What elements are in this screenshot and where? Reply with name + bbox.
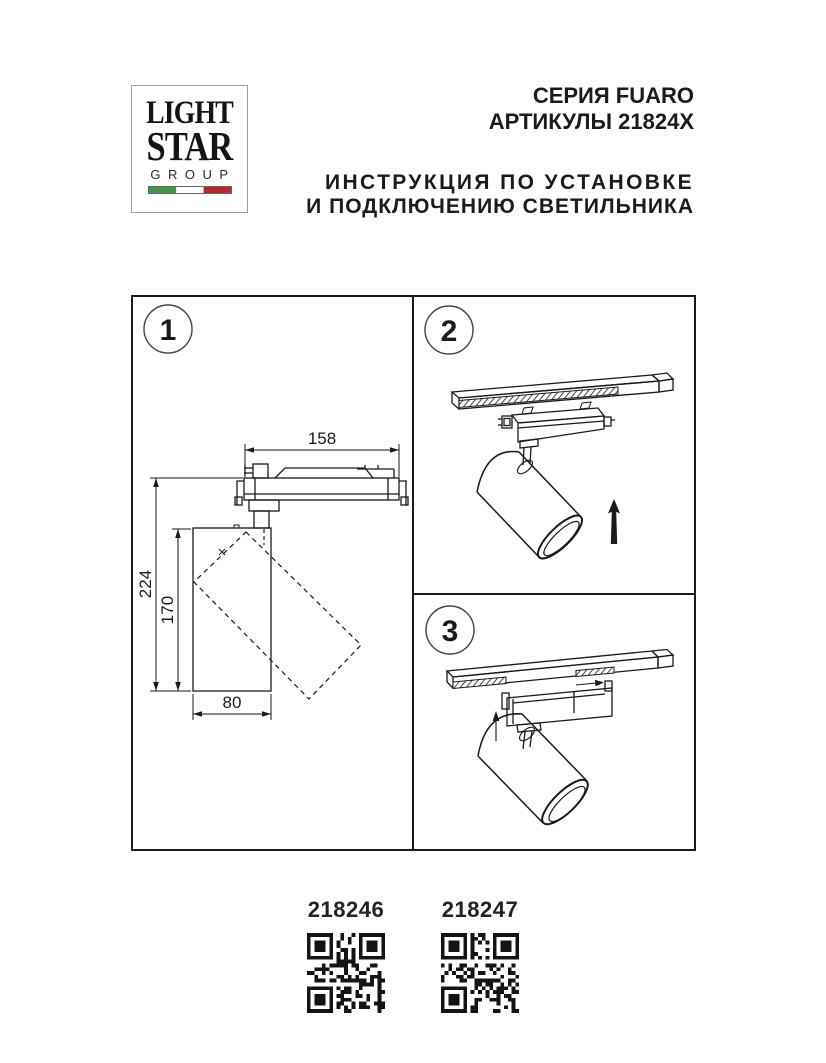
logo-word-light: LIGHT xyxy=(146,95,233,131)
instruction-diagram-grid xyxy=(131,295,696,851)
panel-3-installed-diagram xyxy=(414,595,694,849)
logo-word-star: STAR xyxy=(146,123,233,169)
rail-slot-hatching xyxy=(453,677,506,689)
instruction-title-line1: ИНСТРУКЦИЯ ПО УСТАНОВКЕ xyxy=(324,171,694,194)
article-block-218246 xyxy=(307,898,385,1013)
svg-text:3: 3 xyxy=(441,615,459,648)
upward-direction-arrow xyxy=(608,499,620,544)
step-2-badge xyxy=(425,306,473,354)
series-title: СЕРИЯ FUARO xyxy=(532,83,694,108)
tilted-position-dashed-outline xyxy=(194,532,361,699)
rail-slot-hatching xyxy=(576,667,614,677)
articles-title: АРТИКУЛЫ 21824X xyxy=(488,109,694,134)
document-header xyxy=(306,83,694,219)
step-1-badge xyxy=(144,305,192,353)
step-3-badge xyxy=(426,606,474,654)
spotlight-cylinder xyxy=(477,452,588,565)
dim-body-height-label: 170 xyxy=(158,595,177,625)
track-rail xyxy=(452,373,673,409)
dim-total-height-label: 224 xyxy=(136,569,155,599)
flag-white-segment xyxy=(176,187,203,193)
flag-red-segment xyxy=(203,187,230,193)
article-number-label: 218247 xyxy=(441,897,519,922)
logo-word-group: GROUP xyxy=(150,167,236,182)
lock-arrows xyxy=(493,680,604,741)
track-rail xyxy=(447,650,673,689)
instruction-title-line2: И ПОДКЛЮЧЕНИЮ СВЕТИЛЬНИКА xyxy=(306,195,694,218)
dim-width-label: 158 xyxy=(307,429,337,448)
dimension-lines xyxy=(150,444,399,720)
flag-green-segment xyxy=(149,187,176,193)
spotlight-cylinder xyxy=(478,714,594,831)
qr-code xyxy=(441,933,519,1013)
spotlight-body-views xyxy=(193,525,361,699)
spotlight-adapter xyxy=(498,402,615,465)
track-adapter-side-view xyxy=(235,464,408,528)
italian-flag-bar xyxy=(148,186,232,194)
article-block-218247 xyxy=(441,898,519,1013)
panel-2-mounting-diagram xyxy=(414,297,694,593)
qr-code xyxy=(307,933,385,1013)
svg-text:2: 2 xyxy=(440,315,458,348)
svg-text:1: 1 xyxy=(159,314,177,347)
article-number-label: 218246 xyxy=(307,897,385,922)
panel-1-dimensions-diagram xyxy=(133,297,412,849)
lightstar-logo xyxy=(131,85,248,213)
dim-body-width-label: 80 xyxy=(222,693,242,712)
dimension-labels xyxy=(136,429,336,712)
